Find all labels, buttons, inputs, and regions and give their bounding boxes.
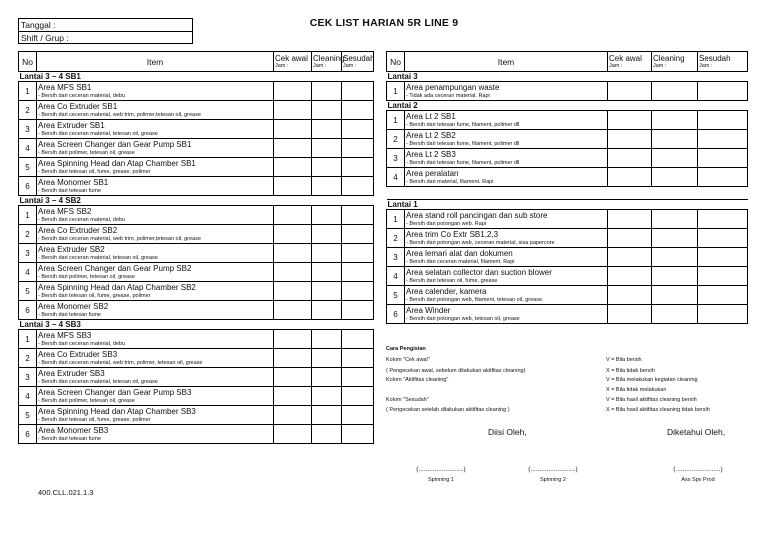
check-sesudah-cell[interactable]	[342, 425, 374, 444]
check-sesudah-cell[interactable]	[342, 349, 374, 368]
item-name: Area Co Extruder SB2	[38, 225, 118, 235]
row-number: 3	[387, 149, 405, 168]
check-sesudah-cell[interactable]	[342, 387, 374, 406]
row-number: 2	[387, 229, 405, 248]
item-cell	[405, 286, 608, 305]
item-name: Area peralatan	[406, 168, 459, 178]
item-description: - Bersih dari potongan web. Rapi	[406, 220, 487, 227]
col-cleaning: Cleaning Jam :	[312, 52, 342, 72]
row-number: 3	[19, 368, 37, 387]
spinning-2-label: Spinning 2	[540, 477, 566, 483]
col-no: No	[19, 52, 37, 72]
check-sesudah-cell[interactable]	[698, 229, 748, 248]
check-sesudah-cell[interactable]	[698, 248, 748, 267]
row-number: 1	[19, 82, 37, 101]
row-number: 3	[387, 248, 405, 267]
check-cleaning-cell[interactable]	[312, 158, 342, 177]
item-name: Area selatan collector dan suction blower	[406, 267, 552, 277]
check-cek-awal-cell[interactable]	[608, 130, 652, 149]
row-number: 6	[19, 425, 37, 444]
item-name: Area Co Extruder SB3	[38, 349, 118, 359]
table-row	[19, 387, 374, 406]
item-cell	[405, 210, 608, 229]
check-sesudah-cell[interactable]	[342, 330, 374, 349]
section-header-row	[19, 320, 374, 330]
check-cleaning-cell[interactable]	[312, 120, 342, 139]
item-description: - Bersih dari tetesan oil, fume, grease, polimer	[38, 292, 151, 299]
table-row	[19, 282, 374, 301]
item-description: - Bersih dari potongan web, ceceran material, sisa papercore	[406, 239, 555, 246]
item-cell	[37, 425, 274, 444]
section-spacer	[387, 187, 748, 200]
row-number: 6	[19, 177, 37, 196]
row-number: 2	[387, 130, 405, 149]
item-description: - Bersih dari ceceran material, debu	[38, 216, 126, 223]
check-cleaning-cell[interactable]	[652, 267, 698, 286]
section-title: Lantai 1	[387, 200, 748, 210]
item-cell	[37, 406, 274, 425]
item-description: - Bersih dari tetesan fume, filament, polimer dll	[406, 140, 520, 147]
table-row	[19, 425, 374, 444]
item-name: Area Screen Changer dan Gear Pump SB3	[38, 387, 192, 397]
section-header-row	[387, 72, 748, 82]
check-sesudah-cell[interactable]	[698, 149, 748, 168]
ass-spv-label: Ass Spv Prod	[681, 477, 715, 483]
checked-by-label: Diisi Oleh,	[488, 427, 527, 437]
section-header-row	[19, 72, 374, 82]
col-item: Item	[37, 52, 274, 72]
item-description: - Bersih dari tetesan fume	[38, 435, 101, 442]
item-cell	[37, 349, 274, 368]
check-sesudah-cell[interactable]	[342, 101, 374, 120]
item-name: Area Lt 2 SB1	[406, 111, 456, 121]
date-field[interactable]: Tanggal :	[21, 20, 56, 30]
item-name: Area penampungan waste	[406, 82, 500, 92]
item-description: - Bersih dari potongan web, filament, tetesan oil, grease.	[406, 296, 544, 303]
legend-line: Kolom "Aktifitas cleaning" V = Bila melakukan kegiatan cleaning	[386, 377, 698, 383]
legend-line: Kolom "Cek awal" V = Bila bersih	[386, 357, 642, 363]
check-cek-awal-cell[interactable]	[608, 111, 652, 130]
check-cleaning-cell[interactable]	[652, 149, 698, 168]
table-row	[19, 301, 374, 320]
item-description: - Bersih dari ceceran material, web trim, polimer, tetesan oil, grease	[38, 359, 203, 366]
row-number: 5	[19, 158, 37, 177]
row-number: 5	[19, 406, 37, 425]
item-name: Area Monomer SB3	[38, 425, 109, 435]
right-table-header	[387, 52, 748, 72]
check-cleaning-cell[interactable]	[652, 130, 698, 149]
item-description: - Bersih dari tetesan fume	[38, 187, 101, 194]
row-number: 4	[19, 139, 37, 158]
table-row	[387, 248, 748, 267]
known-by-label: Diketahui Oleh,	[667, 427, 726, 437]
col-no: No	[387, 52, 405, 72]
signature-line-spinning-2[interactable]: (.........................)	[528, 466, 578, 473]
item-name: Area stand roll pancingan dan sub store	[406, 210, 548, 220]
row-number: 1	[387, 111, 405, 130]
check-cleaning-cell[interactable]	[652, 210, 698, 229]
check-sesudah-cell[interactable]	[342, 244, 374, 263]
check-sesudah-cell[interactable]	[698, 286, 748, 305]
check-cek-awal-cell[interactable]	[274, 368, 312, 387]
left-checklist-table	[18, 51, 374, 444]
item-name: Area Extruder SB1	[38, 120, 105, 130]
item-name: Area lemari alat dan dokumen	[406, 248, 513, 258]
item-cell	[405, 168, 608, 187]
check-sesudah-cell[interactable]	[698, 82, 748, 101]
check-cleaning-cell[interactable]	[312, 82, 342, 101]
section-title: Lantai 3 – 4 SB2	[19, 196, 374, 206]
table-row	[387, 149, 748, 168]
check-cleaning-cell[interactable]	[312, 425, 342, 444]
row-number: 2	[19, 225, 37, 244]
item-name: Area MFS SB1	[38, 82, 92, 92]
document-number: 400.CLL.021.1.3	[38, 488, 94, 497]
item-cell	[405, 229, 608, 248]
item-description: - Bersih dari material, filament. Rapi	[406, 178, 494, 185]
item-cell	[37, 120, 274, 139]
row-number: 3	[19, 244, 37, 263]
signature-line-spinning-1[interactable]: (.........................)	[416, 466, 466, 473]
item-name: Area MFS SB3	[38, 330, 92, 340]
item-cell	[405, 111, 608, 130]
item-description: - Bersih dari ceceran material, tetesan oil, grease	[38, 130, 158, 137]
check-cleaning-cell[interactable]	[312, 301, 342, 320]
row-number: 1	[19, 206, 37, 225]
check-cleaning-cell[interactable]	[652, 229, 698, 248]
check-cek-awal-cell[interactable]	[608, 248, 652, 267]
table-row	[19, 263, 374, 282]
table-row	[387, 168, 748, 187]
item-name: Area trim Co Extr SB1,2,3	[406, 229, 499, 239]
item-name: Area Extruder SB3	[38, 368, 105, 378]
section-title: Lantai 3	[387, 72, 748, 82]
item-description: - Bersih dari potongan web, tetesan oil, grease	[406, 315, 520, 322]
signature-line-ass-spv[interactable]: (.........................)	[673, 466, 723, 473]
check-cleaning-cell[interactable]	[312, 139, 342, 158]
item-name: Area Spinning Head dan Atap Chamber SB2	[38, 282, 196, 292]
check-sesudah-cell[interactable]	[342, 282, 374, 301]
check-cleaning-cell[interactable]	[312, 406, 342, 425]
check-cek-awal-cell[interactable]	[274, 406, 312, 425]
table-row	[19, 158, 374, 177]
item-name: Area Co Extruder SB1	[38, 101, 118, 111]
check-sesudah-cell[interactable]	[698, 267, 748, 286]
item-description: - Bersih dari tetesan fume, filament, polimer dll	[406, 159, 520, 166]
item-description: - Bersih dari polimer, tetesan oil, grease	[38, 149, 135, 156]
check-cek-awal-cell[interactable]	[274, 244, 312, 263]
item-description: - Bersih dari polimer, tetesan oil, grease	[38, 273, 135, 280]
item-description: - Bersih dari tetesan fume	[38, 311, 101, 318]
table-row	[19, 368, 374, 387]
section-header-row	[387, 101, 748, 111]
check-cek-awal-cell[interactable]	[274, 330, 312, 349]
check-cek-awal-cell[interactable]	[274, 225, 312, 244]
check-sesudah-cell[interactable]	[698, 168, 748, 187]
item-name: Area Lt 2 SB2	[406, 130, 456, 140]
item-cell	[37, 158, 274, 177]
check-sesudah-cell[interactable]	[698, 130, 748, 149]
row-number: 6	[19, 301, 37, 320]
table-row	[19, 177, 374, 196]
table-row	[387, 229, 748, 248]
item-description: - Bersih dari ceceran material, filament. Rapi	[406, 258, 515, 265]
check-cek-awal-cell[interactable]	[608, 305, 652, 324]
check-cek-awal-cell[interactable]	[608, 82, 652, 101]
item-cell	[405, 305, 608, 324]
check-sesudah-cell[interactable]	[342, 158, 374, 177]
item-name: Area MFS SB2	[38, 206, 92, 216]
section-title: Lantai 3 – 4 SB3	[19, 320, 374, 330]
check-cek-awal-cell[interactable]	[274, 120, 312, 139]
item-name: Area Monomer SB1	[38, 177, 109, 187]
table-row	[19, 225, 374, 244]
legend-heading: Cara Pengisian	[386, 346, 426, 352]
item-name: Area Screen Changer dan Gear Pump SB1	[38, 139, 192, 149]
check-cleaning-cell[interactable]	[312, 225, 342, 244]
item-cell	[405, 130, 608, 149]
item-name: Area Spinning Head dan Atap Chamber SB1	[38, 158, 196, 168]
item-cell	[405, 149, 608, 168]
item-cell	[405, 82, 608, 101]
item-cell	[37, 301, 274, 320]
shift-field[interactable]: Shift / Grup :	[19, 31, 192, 43]
check-cleaning-cell[interactable]	[312, 177, 342, 196]
item-cell	[405, 267, 608, 286]
check-cek-awal-cell[interactable]	[274, 349, 312, 368]
item-name: Area Screen Changer dan Gear Pump SB2	[38, 263, 192, 273]
item-description: - Bersih dari tetesan oil, fume, grease, polimer	[38, 168, 151, 175]
item-cell	[37, 82, 274, 101]
row-number: 4	[19, 387, 37, 406]
row-number: 3	[19, 120, 37, 139]
row-number: 5	[387, 286, 405, 305]
item-cell	[37, 387, 274, 406]
legend-line: ( Pengecekan setelah dilakukan aktifitas cleaning ) X = Bila hasil aktifitas cleaning tidak bersih	[386, 407, 710, 413]
table-row	[387, 210, 748, 229]
spinning-1-label: Spinning 1	[428, 477, 454, 483]
spacer-cell	[387, 187, 748, 200]
check-sesudah-cell[interactable]	[342, 82, 374, 101]
check-cek-awal-cell[interactable]	[274, 101, 312, 120]
check-cek-awal-cell[interactable]	[608, 210, 652, 229]
check-cek-awal-cell[interactable]	[274, 282, 312, 301]
check-sesudah-cell[interactable]	[698, 305, 748, 324]
col-item: Item	[405, 52, 608, 72]
item-description: - Bersih dari ceceran material, tetesan oil, grease	[38, 254, 158, 261]
page-title: CEK LIST HARIAN 5R LINE 9	[309, 17, 459, 29]
check-sesudah-cell[interactable]	[342, 177, 374, 196]
check-cleaning-cell[interactable]	[312, 349, 342, 368]
check-cleaning-cell[interactable]	[312, 263, 342, 282]
check-cleaning-cell[interactable]	[652, 248, 698, 267]
check-sesudah-cell[interactable]	[342, 120, 374, 139]
check-cleaning-cell[interactable]	[312, 244, 342, 263]
item-description: - Bersih dari tetesan oil, fume, grease, polimer	[38, 416, 151, 423]
item-description: - Bersih dari ceceran material, debu	[38, 340, 126, 347]
row-number: 4	[387, 267, 405, 286]
row-number: 1	[387, 210, 405, 229]
check-sesudah-cell[interactable]	[342, 206, 374, 225]
check-cek-awal-cell[interactable]	[274, 301, 312, 320]
item-description: - Bersih dari polimer, tetesan oil, grease	[38, 397, 135, 404]
check-cek-awal-cell[interactable]	[608, 168, 652, 187]
row-number: 1	[387, 82, 405, 101]
item-cell	[37, 263, 274, 282]
table-row	[387, 305, 748, 324]
table-row	[387, 130, 748, 149]
section-title: Lantai 2	[387, 101, 748, 111]
item-name: Area Extruder SB2	[38, 244, 105, 254]
check-cek-awal-cell[interactable]	[274, 82, 312, 101]
col-sesudah: Sesudah Jam :	[698, 52, 748, 72]
item-cell	[37, 101, 274, 120]
check-cleaning-cell[interactable]	[652, 286, 698, 305]
item-name: Area Spinning Head dan Atap Chamber SB3	[38, 406, 196, 416]
check-cek-awal-cell[interactable]	[274, 158, 312, 177]
item-cell	[37, 225, 274, 244]
table-row	[387, 267, 748, 286]
check-cleaning-cell[interactable]	[652, 111, 698, 130]
table-row	[19, 244, 374, 263]
check-cleaning-cell[interactable]	[652, 82, 698, 101]
table-row	[19, 349, 374, 368]
row-number: 1	[19, 330, 37, 349]
check-cek-awal-cell[interactable]	[608, 229, 652, 248]
item-description: - Bersih dari tetesan oil, fume, grease	[406, 277, 498, 284]
right-checklist-table	[386, 51, 748, 324]
item-name: Area Winder	[406, 305, 451, 315]
check-cek-awal-cell[interactable]	[274, 206, 312, 225]
table-row	[387, 286, 748, 305]
table-row	[19, 82, 374, 101]
col-cleaning: Cleaning Jam :	[652, 52, 698, 72]
table-row	[19, 406, 374, 425]
check-cleaning-cell[interactable]	[652, 305, 698, 324]
row-number: 6	[387, 305, 405, 324]
table-row	[19, 139, 374, 158]
item-cell	[37, 139, 274, 158]
check-sesudah-cell[interactable]	[342, 368, 374, 387]
row-number: 2	[19, 349, 37, 368]
item-description: - Bersih dari ceceran material, web trim, polimer,tetesan oil, grease	[38, 235, 201, 242]
item-description: - Bersih dari ceceran material, tetesan oil, grease	[38, 378, 158, 385]
table-row	[387, 82, 748, 101]
col-sesudah: Sesudah Jam :	[342, 52, 374, 72]
check-cek-awal-cell[interactable]	[274, 263, 312, 282]
check-cek-awal-cell[interactable]	[274, 177, 312, 196]
table-row	[19, 330, 374, 349]
row-number: 5	[19, 282, 37, 301]
left-table-header	[19, 52, 374, 72]
check-cleaning-cell[interactable]	[652, 168, 698, 187]
item-description: - Bersih dari ceceran material, debu	[38, 92, 126, 99]
check-cek-awal-cell[interactable]	[274, 139, 312, 158]
check-cek-awal-cell[interactable]	[608, 286, 652, 305]
item-cell	[37, 368, 274, 387]
check-cleaning-cell[interactable]	[312, 101, 342, 120]
item-cell	[37, 177, 274, 196]
check-cek-awal-cell[interactable]	[274, 387, 312, 406]
item-cell	[37, 206, 274, 225]
row-number: 4	[387, 168, 405, 187]
item-name: Area Monomer SB2	[38, 301, 109, 311]
item-cell	[37, 244, 274, 263]
check-sesudah-cell[interactable]	[698, 111, 748, 130]
check-sesudah-cell[interactable]	[342, 406, 374, 425]
section-header-row	[387, 200, 748, 210]
legend-line: ( Pengecekan awal, sebelum dilakukan aktifitas cleaning) X = Bila tidak bersih	[386, 368, 655, 374]
section-title: Lantai 3 – 4 SB1	[19, 72, 374, 82]
item-description: - Bersih dari tetesan fume, filament, polimer dll	[406, 121, 520, 128]
check-cek-awal-cell[interactable]	[608, 149, 652, 168]
section-header-row	[19, 196, 374, 206]
row-number: 4	[19, 263, 37, 282]
table-row	[19, 206, 374, 225]
check-cleaning-cell[interactable]	[312, 368, 342, 387]
item-name: Area calender, kamera	[406, 286, 487, 296]
item-name: Area Lt 2 SB3	[406, 149, 456, 159]
check-cleaning-cell[interactable]	[312, 330, 342, 349]
table-row	[387, 111, 748, 130]
item-cell	[405, 248, 608, 267]
check-sesudah-cell[interactable]	[698, 210, 748, 229]
check-sesudah-cell[interactable]	[342, 301, 374, 320]
check-cleaning-cell[interactable]	[312, 282, 342, 301]
check-sesudah-cell[interactable]	[342, 263, 374, 282]
check-sesudah-cell[interactable]	[342, 139, 374, 158]
check-sesudah-cell[interactable]	[342, 225, 374, 244]
col-cek-awal: Cek awal Jam :	[608, 52, 652, 72]
item-description: - Bersih dari ceceran material, web trim, polimer,tetesan oil, grease	[38, 111, 201, 118]
item-cell	[37, 330, 274, 349]
legend-line: X = Bila tidak melakukan	[606, 387, 667, 393]
check-cek-awal-cell[interactable]	[608, 267, 652, 286]
row-number: 2	[19, 101, 37, 120]
col-cek-awal: Cek awal Jam :	[274, 52, 312, 72]
check-cleaning-cell[interactable]	[312, 206, 342, 225]
table-row	[19, 120, 374, 139]
check-cek-awal-cell[interactable]	[274, 425, 312, 444]
check-cleaning-cell[interactable]	[312, 387, 342, 406]
table-row	[19, 101, 374, 120]
item-cell	[37, 282, 274, 301]
item-description: - Tidak ada ceceran material. Rapi	[406, 92, 490, 99]
legend-line: Kolom "Sesudah" V = Bila hasil aktifitas cleaning bersih	[386, 397, 697, 403]
